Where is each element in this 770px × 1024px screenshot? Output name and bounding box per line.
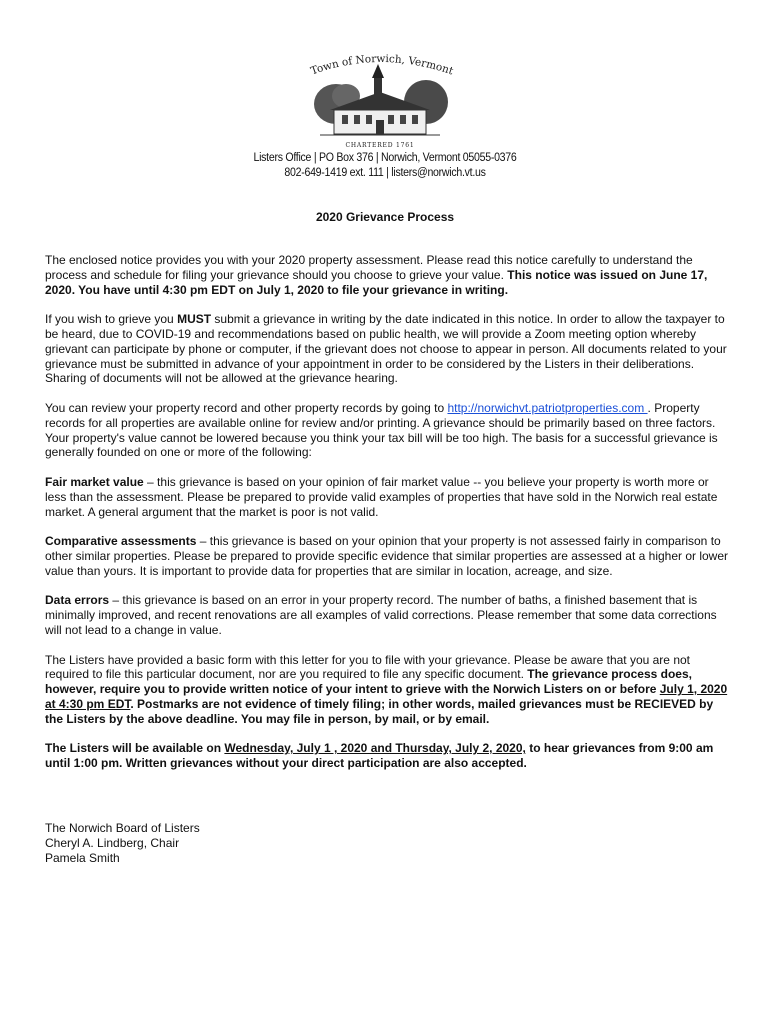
fair-market-value-label: Fair market value xyxy=(45,474,144,489)
signature-member: Pamela Smith xyxy=(45,851,120,865)
svg-text:Town of Norwich, Vermont xyxy=(309,53,455,78)
signature-block xyxy=(45,821,200,866)
paragraph-availability: The Listers will be available on Wednesday, July 1 , 2020 and Thursday, July 2, 2020, to hear grievances from 9:00 am until 1:00 pm. Written grievances without your direct participation are also accepted. xyxy=(45,741,714,771)
paragraph-notice: The enclosed notice provides you with your 2020 property assessment. Please read this notice carefully to understand the process and schedule for filing your grievance should you choose to grieve your value. This notice was issued on June 17, 2020. You have until 4:30 pm EDT on July 1, 2020 to file your grievance in writing. xyxy=(45,253,708,297)
property-records-link[interactable]: http://norwichvt.patriotproperties.com xyxy=(447,400,648,415)
paragraph-property-records: You can review your property record and other property records by going to http://norwichvt.patriotproperties.com . Property records for all properties are available online for review and/or printing. A grievance should be primarily based on three factors. Your property's value cannot be lowered because you think your tax bill will be too high. The basis for a successful grievance is generally founded on one or more of the following: xyxy=(45,400,718,460)
letter-body xyxy=(45,253,731,786)
paragraph-basic-form: The Listers have provided a basic form with this letter for you to file with your grievance. Please be aware that you are not required to file this particular document, nor are you required to file any specific document. The grievance process does, however, require you to provide written notice of your intent to grieve with the Norwich Listers on or before July 1, 2020 at 4:30 pm EDT. Postmarks are not evidence of timely filing; in other words, mailed grievances must be RECIEVED by the Listers by the above deadline. You may file in person, by mail, or by email. xyxy=(45,652,728,726)
contact-address: Listers Office | PO Box 376 | Norwich, Vermont 05055-0376 xyxy=(253,152,517,164)
signature-chair: Cheryl A. Lindberg, Chair xyxy=(45,836,180,850)
paragraph-data-errors: Data errors – this grievance is based on an error in your property record. The number of baths, a finished basement that is minimally improved, and recent renovations are all examples of valid corrections. Please remember that some data corrections will not lead to a change in value. xyxy=(45,593,717,637)
seal-chartered-text: CHARTERED 1761 xyxy=(345,142,415,149)
paragraph-comparative-assessments: Comparative assessments – this grievance is based on your opinion that your property is not assessed fairly in comparison to other similar properties. Please be prepared to provide specific evidence that similar properties are assessed at a higher or lower value than yours. It is important to provide data for properties that are similar in location, acreage, and size. xyxy=(45,534,729,578)
paragraph-fair-market-value: Fair market value – this grievance is based on your opinion of fair market value -- you believe your property is worth more or less than the assessment. Please be prepared to provide valid examples of properties that have sold in the Norwich real estate market. A general argument that the market is poor is not valid. xyxy=(45,474,718,519)
seal-arc-text: Town of Norwich, Vermont xyxy=(309,52,455,78)
town-seal-logo xyxy=(300,48,460,152)
signature-board: The Norwich Board of Listers xyxy=(45,821,200,835)
comparative-assessments-label: Comparative assessments xyxy=(45,534,197,549)
data-errors-label: Data errors xyxy=(45,593,110,608)
paragraph-must-submit: If you wish to grieve you MUST submit a grievance in writing by the date indicated in this notice. In order to allow the taxpayer to be heard, due to COVID-19 and recommendations based on public health, we will provide a Zoom meeting option whereby grievant can participate by phone or computer, if the grievant does not choose to appear in person. All documents related to your grievance must be submitted in advance of your appointment in order to be considered by the Listers in their deliberations. Sharing of documents will not be allowed at the grievance hearing. xyxy=(45,312,727,386)
contact-phone-email: 802-649-1419 ext. 111 | listers@norwich.vt.us xyxy=(284,167,486,179)
document-title: 2020 Grievance Process xyxy=(315,210,455,224)
